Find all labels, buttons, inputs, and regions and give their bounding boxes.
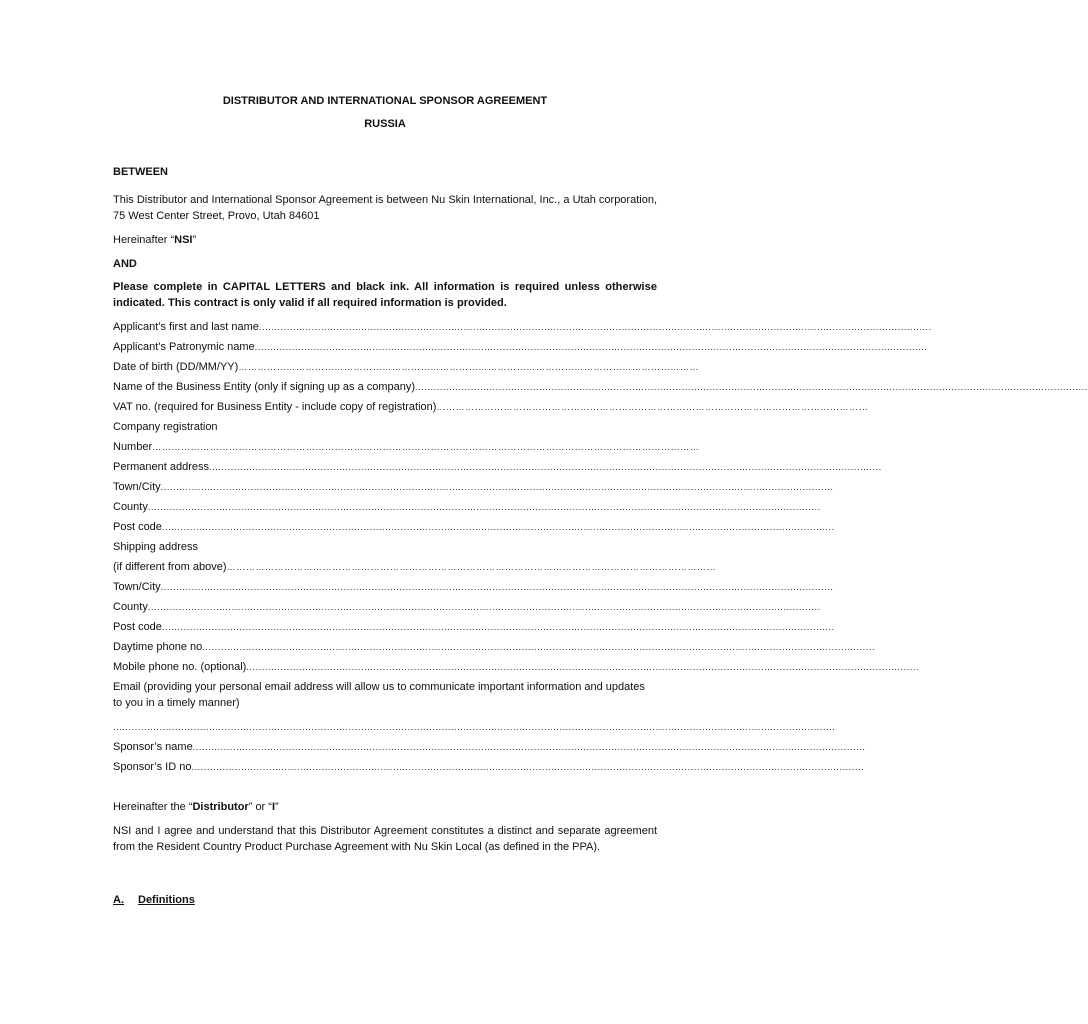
field-permanent-address[interactable]: Permanent address ......................................................................................................................................................................................................................... [113,461,882,473]
instructions: Please complete in CAPITAL LETTERS and black ink. All information is required unless otherwise indicated. This contract is only valid if all required information is provided. [113,281,657,309]
between-heading: BETWEEN [113,166,168,178]
field-county[interactable]: County ......................................................................................................................................................................................................................... [113,501,821,513]
intro-paragraph: This Distributor and International Sponsor Agreement is between Nu Skin International, Inc., a Utah corporation, 75 West Center Street, Provo, Utah 84601 [113,194,657,222]
hereinafter-nsi: Hereinafter “NSI” [113,234,197,246]
company-registration-label: Company registration [113,421,218,433]
field-daytime-phone[interactable]: Daytime phone no ......................................................................................................................................................................................................................... [113,641,876,653]
field-patronymic[interactable]: Applicant’s Patronymic name ......................................................................................................................................................................................................................... [113,341,928,353]
field-vat[interactable]: VAT no. (required for Business Entity - include copy of registration) ……………………………………………………………………………………………………………………… [113,401,869,413]
and-heading: AND [113,258,137,270]
field-shipping-address[interactable]: (if different from above) ……………………………………………………………………………………………………………………………………… [113,561,717,573]
agreement-paragraph: NSI and I agree and understand that this Distributor Agreement constitutes a distinct and separate agreement from the Resident Country Product Purchase Agreement with Nu Skin Local (as defined in the PPA). [113,825,657,853]
field-shipping-post-code[interactable]: Post code ......................................................................................................................................................................................................................... [113,621,835,633]
field-shipping-county[interactable]: County ......................................................................................................................................................................................................................... [113,601,821,613]
section-a-heading: A. Definitions [113,894,195,906]
field-shipping-town-city[interactable]: Town/City ......................................................................................................................................................................................................................... [113,581,834,593]
field-date-of-birth[interactable]: Date of birth (DD/MM/YY) ……………………………………………………………………………………………………………………………… [113,361,700,373]
field-town-city[interactable]: Town/City ......................................................................................................................................................................................................................... [113,481,834,493]
hereinafter-distributor: Hereinafter the “Distributor” or “I” [113,801,279,813]
field-business-entity[interactable]: Name of the Business Entity (only if signing up as a company) ......................................................................................................................................................................................................................... [113,381,1088,393]
shipping-address-label: Shipping address [113,541,199,553]
field-mobile-phone[interactable]: Mobile phone no. (optional) ......................................................................................................................................................................................................................... [113,661,920,673]
form-body [113,164,1088,855]
field-email[interactable]: ......................................................................................................................................................................................................................................... [113,722,836,732]
field-sponsor-name[interactable]: Sponsor’s name ......................................................................................................................................................................................................................... [113,741,866,753]
field-sponsor-id[interactable]: Sponsor’s ID no ......................................................................................................................................................................................................................... [113,761,865,773]
email-note: Email (providing your personal email address will allow us to communicate important information and updates to you in a timely manner) [113,681,645,709]
document-country: RUSSIA [364,118,406,130]
field-first-last-name[interactable]: Applicant’s first and last name ......................................................................................................................................................................................................................... [113,321,932,333]
field-company-registration-number[interactable]: Number ……………………………………………………………………………………………………………………………………………………… [113,441,700,453]
field-post-code[interactable]: Post code ......................................................................................................................................................................................................................... [113,521,835,533]
document-title: DISTRIBUTOR AND INTERNATIONAL SPONSOR AGREEMENT [222,95,548,107]
